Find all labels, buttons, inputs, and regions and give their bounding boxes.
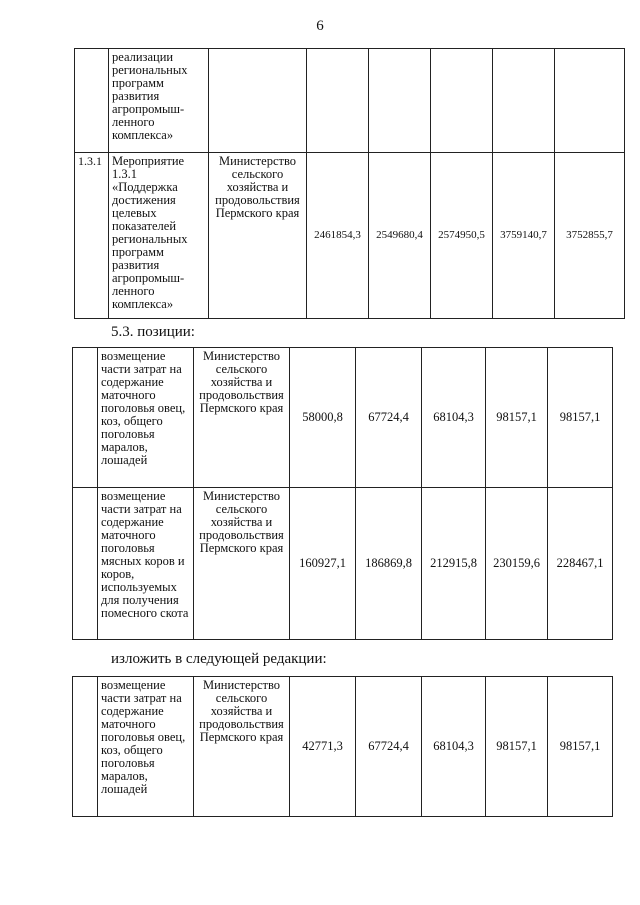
value-cell: 2549680,4 [369,153,431,319]
row-index: 1.3.1 [75,153,109,319]
value-cell: 2574950,5 [431,153,493,319]
value-cell: 160927,1 [290,488,356,640]
value-cell: 68104,3 [422,677,486,817]
positions-table [72,347,613,640]
value-cell: 186869,8 [356,488,422,640]
value-cell [369,49,431,153]
row-description: возмещение части затрат на содержание маточного поголовья овец, коз, общего поголовья маралов, лошадей [98,348,194,488]
row-description: возмещение части затрат на содержание маточного поголовья мясных коров и коров, используемых для получения помесного скота [98,488,194,640]
value-cell: 98157,1 [486,348,548,488]
value-cell: 212915,8 [422,488,486,640]
section-heading-positions: 5.3. позиции: [111,324,195,340]
value-cell: 42771,3 [290,677,356,817]
table-row [73,488,613,640]
value-cell: 68104,3 [422,348,486,488]
value-cell: 230159,6 [486,488,548,640]
row-description: возмещение части затрат на содержание маточного поголовья овец, коз, общего поголовья маралов, лошадей [98,677,194,817]
value-cell [431,49,493,153]
row-index [75,49,109,153]
table-row [75,49,625,153]
row-ministry: Министерство сельского хозяйства и продовольствия Пермского края [194,677,290,817]
row-ministry [209,49,307,153]
new-edition-table [72,676,613,817]
section-heading-new-edition: изложить в следующей редакции: [111,651,327,667]
table-row [73,677,613,817]
table-row [73,348,613,488]
row-ministry: Министерство сельского хозяйства и продовольствия Пермского края [194,348,290,488]
value-cell: 98157,1 [548,348,613,488]
value-cell: 67724,4 [356,348,422,488]
value-cell [307,49,369,153]
row-ministry: Министерство сельского хозяйства и продовольствия Пермского края [194,488,290,640]
page-number: 6 [316,18,324,34]
row-index [73,677,98,817]
row-ministry: Министерство сельского хозяйства и продовольствия Пермского края [209,153,307,319]
program-table-top [74,48,625,319]
row-description: реализации региональных программ развития агропромыш-ленного комплекса» [109,49,209,153]
value-cell: 2461854,3 [307,153,369,319]
value-cell [555,49,625,153]
row-description: Мероприятие 1.3.1 «Поддержка достижения целевых показателей региональных программ развития агропромыш-ленного комплекса» [109,153,209,319]
table-row [75,153,625,319]
value-cell: 98157,1 [486,677,548,817]
row-index [73,348,98,488]
value-cell: 98157,1 [548,677,613,817]
value-cell [493,49,555,153]
value-cell: 58000,8 [290,348,356,488]
value-cell: 67724,4 [356,677,422,817]
value-cell: 228467,1 [548,488,613,640]
row-index [73,488,98,640]
value-cell: 3752855,7 [555,153,625,319]
value-cell: 3759140,7 [493,153,555,319]
